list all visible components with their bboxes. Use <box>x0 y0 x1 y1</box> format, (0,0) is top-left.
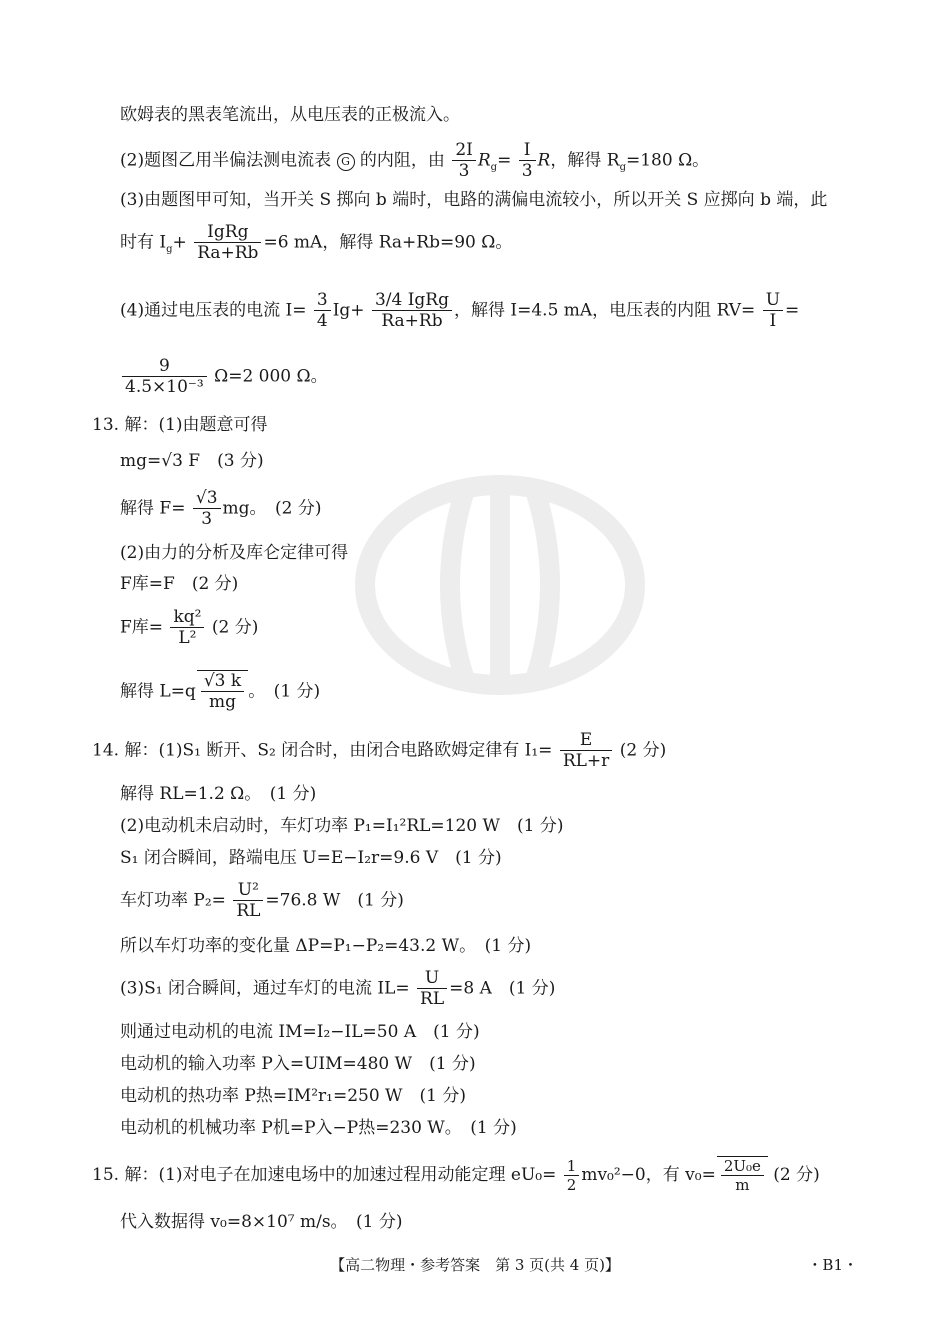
q14-line-8: 则通过电动机的电流 IM=I₂−IL=50 A (1 分) <box>120 1022 480 1042</box>
q14-line-7: (3)S₁ 闭合瞬间，通过车灯的电流 IL= $\frac{U}{RL}$ =8 A (1 分) <box>120 968 556 1010</box>
q13-line-2: mg=√3 F (3 分) <box>120 451 264 471</box>
q13-line-4: (2)由力的分析及库仑定律可得 <box>120 543 349 563</box>
q13-heading: 13. 解：(1)由题意可得 <box>92 415 268 435</box>
text-line-4: 时有 $I_g+$ $\frac{\text{IgRg}}{Ra+Rb}$ =6 mA，解得 Ra+Rb=90 Ω。 <box>120 222 513 264</box>
text-line-2: (2)题图乙用半偏法测电流表 G 的内阻，由 $\frac{2I}{3}$ $R_g=$ $\frac{I}{3}$ R，解得 $R_g=180$ Ω。 <box>120 140 710 182</box>
q14-heading: 14. 解：(1)S₁ 断开、S₂ 闭合时，由闭合电路欧姆定律有 I₁= $\frac{E}{RL+r}$ (2 分) <box>92 730 667 772</box>
q15-heading: 15. 解：(1)对电子在加速电场中的加速过程用动能定理 eU₀= $\frac{1}{2}$ mv₀²−0，有 v₀= $\frac{\text{2U₀e}}{m}$ (2 分) <box>92 1157 820 1194</box>
footer-badge: ・B1・ <box>807 1256 858 1274</box>
galvanometer-symbol: G <box>337 153 355 171</box>
text-line-3: (3)由题图甲可知，当开关 S 掷向 b 端时，电路的满偏电流较小，所以开关 S 应掷向 b 端，此 <box>120 190 828 210</box>
q13-line-5: F库=F (2 分) <box>120 574 239 594</box>
q15-line-2: 代入数据得 v₀=8×10⁷ m/s。 (1 分) <box>120 1212 403 1232</box>
q14-line-10: 电动机的热功率 P热=IM²r₁=250 W (1 分) <box>120 1086 467 1106</box>
footer-title: 【高二物理・参考答案 第 3 页(共 4 页)】 <box>330 1256 620 1274</box>
q14-line-9: 电动机的输入功率 P入=UIM=480 W (1 分) <box>120 1054 476 1074</box>
q14-line-2: 解得 RL=1.2 Ω。 (1 分) <box>120 784 317 804</box>
q14-line-4: S₁ 闭合瞬间，路端电压 U=E−I₂r=9.6 V (1 分) <box>120 848 502 868</box>
q13-line-3: 解得 F= $\frac{√3}{3}$ mg。 (2 分) <box>120 488 322 530</box>
q14-line-5: 车灯功率 P₂= $\frac{\text{U²}}{RL}$ =76.8 W (1 分) <box>120 880 404 922</box>
watermark-logo <box>350 470 650 700</box>
q13-line-7: 解得 L=q $\frac{√3 k}{mg}$ 。 (1 分) <box>120 671 321 713</box>
text-line-1: 欧姆表的黑表笔流出，从电压表的正极流入。 <box>120 105 460 125</box>
q13-line-6: F库= $\frac{\text{kq²}}{\text{L²}}$ (2 分) <box>120 607 259 649</box>
q14-line-6: 所以车灯功率的变化量 ΔP=P₁−P₂=43.2 W。 (1 分) <box>120 936 532 956</box>
text-line-6: $\frac{9}{\text{4.5×10⁻³}}$ Ω=2 000 Ω。 <box>120 356 328 398</box>
q14-line-11: 电动机的机械功率 P机=P入−P热=230 W。 (1 分) <box>120 1118 517 1138</box>
text-line-5: (4)通过电压表的电流 I= $\frac{3}{4}$ Ig+ $\frac{\text{3/4 IgRg}}{Ra+Rb}$ ，解得 I=4.5 mA，电压表的内阻 RV= $\frac{U}{I}$ = <box>120 290 800 332</box>
q14-line-3: (2)电动机未启动时，车灯功率 P₁=I₁²RL=120 W (1 分) <box>120 816 564 836</box>
